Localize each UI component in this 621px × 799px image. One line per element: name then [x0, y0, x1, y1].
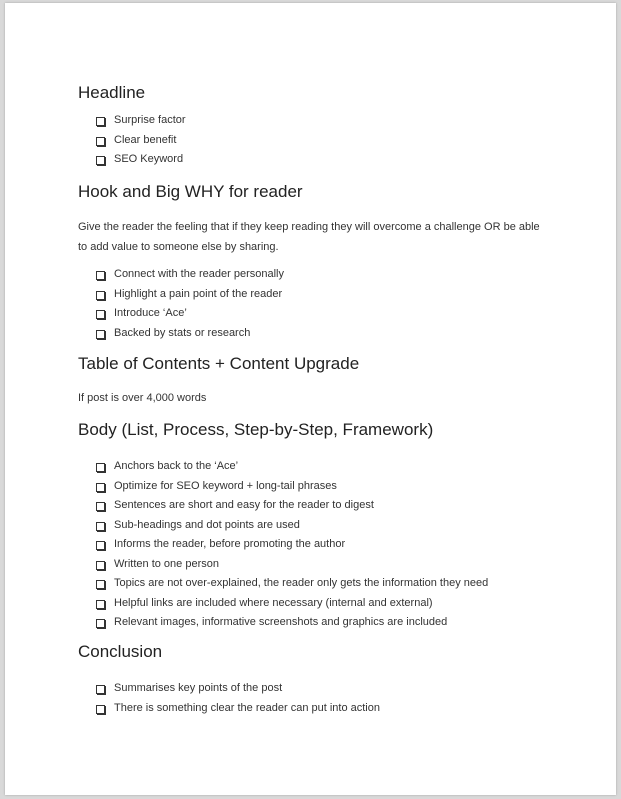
checkbox-icon — [96, 541, 105, 550]
checkbox-icon — [96, 291, 105, 300]
checkbox-icon — [96, 117, 105, 126]
checkbox-icon — [96, 502, 105, 511]
checkbox-icon — [96, 310, 105, 319]
section-headline — [78, 83, 558, 170]
checklist-item: Connect with the reader personally — [78, 265, 558, 285]
checklist-item: Summarises key points of the post — [78, 679, 558, 699]
checkbox-icon — [96, 685, 105, 694]
section-table-of-contents — [78, 354, 558, 408]
checkbox-icon — [96, 619, 105, 628]
checkbox-icon — [96, 580, 105, 589]
checkbox-icon — [96, 463, 105, 472]
checklist — [78, 111, 558, 170]
checklist-item: Surprise factor — [78, 111, 558, 131]
checklist-item: Clear benefit — [78, 131, 558, 151]
paragraph-line: Give the reader the feeling that if they keep reading they will overcome a challenge OR be able — [78, 221, 540, 233]
section-heading: Table of Contents + Content Upgrade — [78, 354, 360, 373]
checklist-item: Backed by stats or research — [78, 324, 558, 344]
document-page — [5, 3, 616, 795]
checklist-item: There is something clear the reader can put into action — [78, 699, 558, 719]
checkbox-icon — [96, 522, 105, 531]
checkbox-icon — [96, 705, 105, 714]
section-conclusion — [78, 642, 558, 718]
checklist — [78, 457, 558, 633]
checkbox-icon — [96, 600, 105, 609]
checklist-item: Sub-headings and dot points are used — [78, 516, 558, 536]
checklist-item: Relevant images, informative screenshots and graphics are included — [78, 613, 558, 633]
checklist-item: SEO Keyword — [78, 150, 558, 170]
checklist — [78, 265, 558, 343]
checkbox-icon — [96, 330, 105, 339]
checklist-item: Highlight a pain point of the reader — [78, 285, 558, 305]
checklist-item: Written to one person — [78, 555, 558, 575]
checklist-item: Optimize for SEO keyword + long-tail phrases — [78, 477, 558, 497]
section-heading: Headline — [78, 83, 146, 102]
section-body — [78, 420, 558, 633]
section-heading: Conclusion — [78, 642, 163, 661]
checklist-item: Informs the reader, before promoting the author — [78, 535, 558, 555]
checklist-item: Topics are not over-explained, the reader only gets the information they need — [78, 574, 558, 594]
section-heading: Hook and Big WHY for reader — [78, 182, 303, 201]
checklist-item: Helpful links are included where necessary (internal and external) — [78, 594, 558, 614]
section-heading: Body (List, Process, Step-by-Step, Framework) — [78, 420, 434, 439]
checklist-item: Anchors back to the ‘Ace’ — [78, 457, 558, 477]
checklist — [78, 679, 558, 718]
checkbox-icon — [96, 483, 105, 492]
checklist-item: Introduce ‘Ace’ — [78, 304, 558, 324]
paragraph: If post is over 4,000 words — [78, 392, 207, 404]
checkbox-icon — [96, 561, 105, 570]
paragraph-line: to add value to someone else by sharing. — [78, 241, 279, 253]
checkbox-icon — [96, 156, 105, 165]
checkbox-icon — [96, 271, 105, 280]
checklist-item: Sentences are short and easy for the reader to digest — [78, 496, 558, 516]
section-hook — [78, 182, 558, 343]
checkbox-icon — [96, 137, 105, 146]
